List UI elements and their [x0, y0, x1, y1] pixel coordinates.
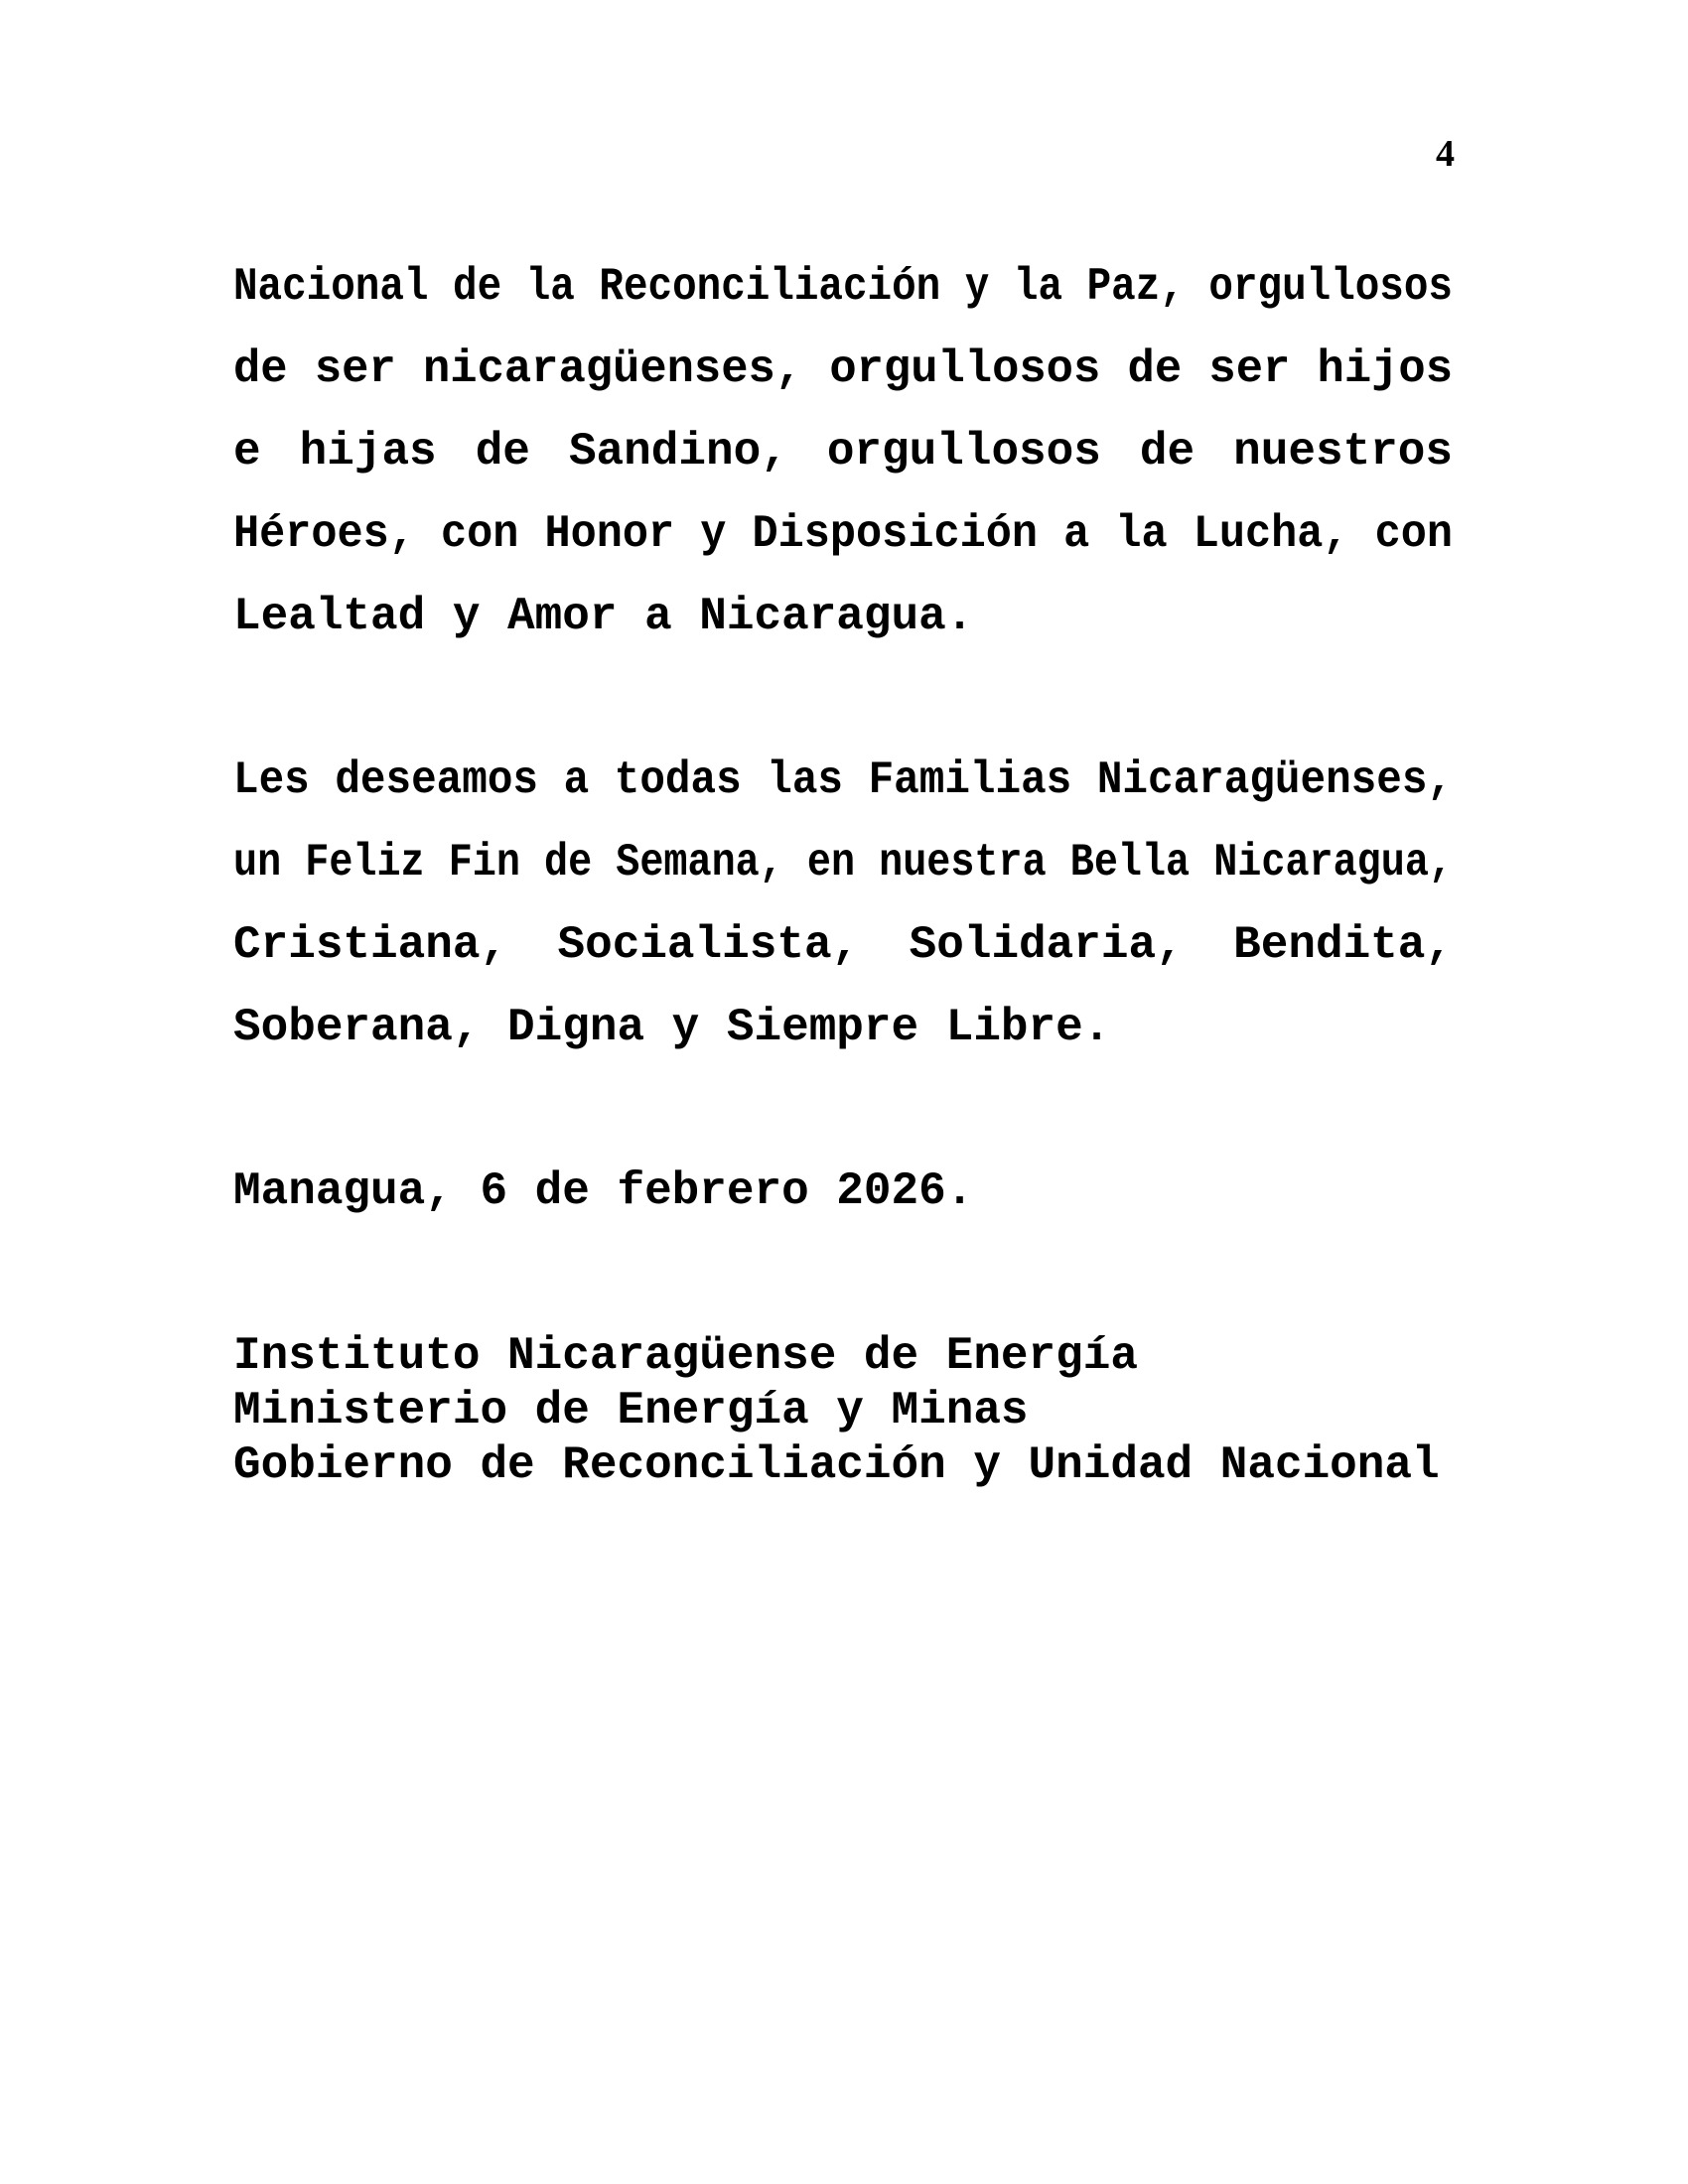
text-line-content: Nacional de la Reconciliación y la Paz, orgullosos	[233, 261, 1453, 313]
paragraph-pride	[233, 246, 1453, 658]
text-line-content: Cristiana, Socialista, Solidaria, Bendita,	[233, 919, 1453, 971]
text-line	[233, 1384, 1453, 1438]
text-line-content: de ser nicaragüenses, orgullosos de ser hijos	[233, 343, 1453, 395]
text-line-content: Héroes, con Honor y Disposición a la Lucha, con	[233, 508, 1453, 560]
text-line-content: Les deseamos a todas las Familias Nicaragüenses,	[233, 754, 1453, 806]
text-line	[233, 246, 1453, 329]
text-line-content: Ministerio de Energía y Minas	[233, 1385, 1029, 1436]
text-line	[233, 329, 1453, 411]
text-line	[233, 493, 1453, 576]
text-line	[233, 576, 1453, 658]
text-line-content: Managua, 6 de febrero 2026.	[233, 1165, 974, 1217]
text-line-content: Gobierno de Reconciliación y Unidad Nacional	[233, 1439, 1440, 1491]
text-line	[233, 411, 1453, 493]
page-number: 4	[1436, 133, 1455, 175]
text-line	[233, 1438, 1453, 1493]
text-line	[233, 987, 1453, 1069]
text-line	[233, 904, 1453, 987]
paragraph-wishes	[233, 740, 1453, 1069]
text-line-content: Soberana, Digna y Siempre Libre.	[233, 1002, 1111, 1053]
text-line-content: e hijas de Sandino, orgullosos de nuestros	[233, 426, 1453, 478]
text-line-content: un Feliz Fin de Semana, en nuestra Bella Nicaragua,	[233, 837, 1453, 888]
text-line	[233, 740, 1453, 822]
text-line-content: Instituto Nicaragüense de Energía	[233, 1330, 1138, 1382]
signature-block	[233, 1329, 1453, 1493]
text-line-content: Lealtad y Amor a Nicaragua.	[233, 591, 974, 642]
text-line	[233, 1329, 1453, 1384]
dateline	[233, 1151, 1453, 1233]
text-line	[233, 822, 1453, 904]
text-line	[233, 1151, 1453, 1233]
